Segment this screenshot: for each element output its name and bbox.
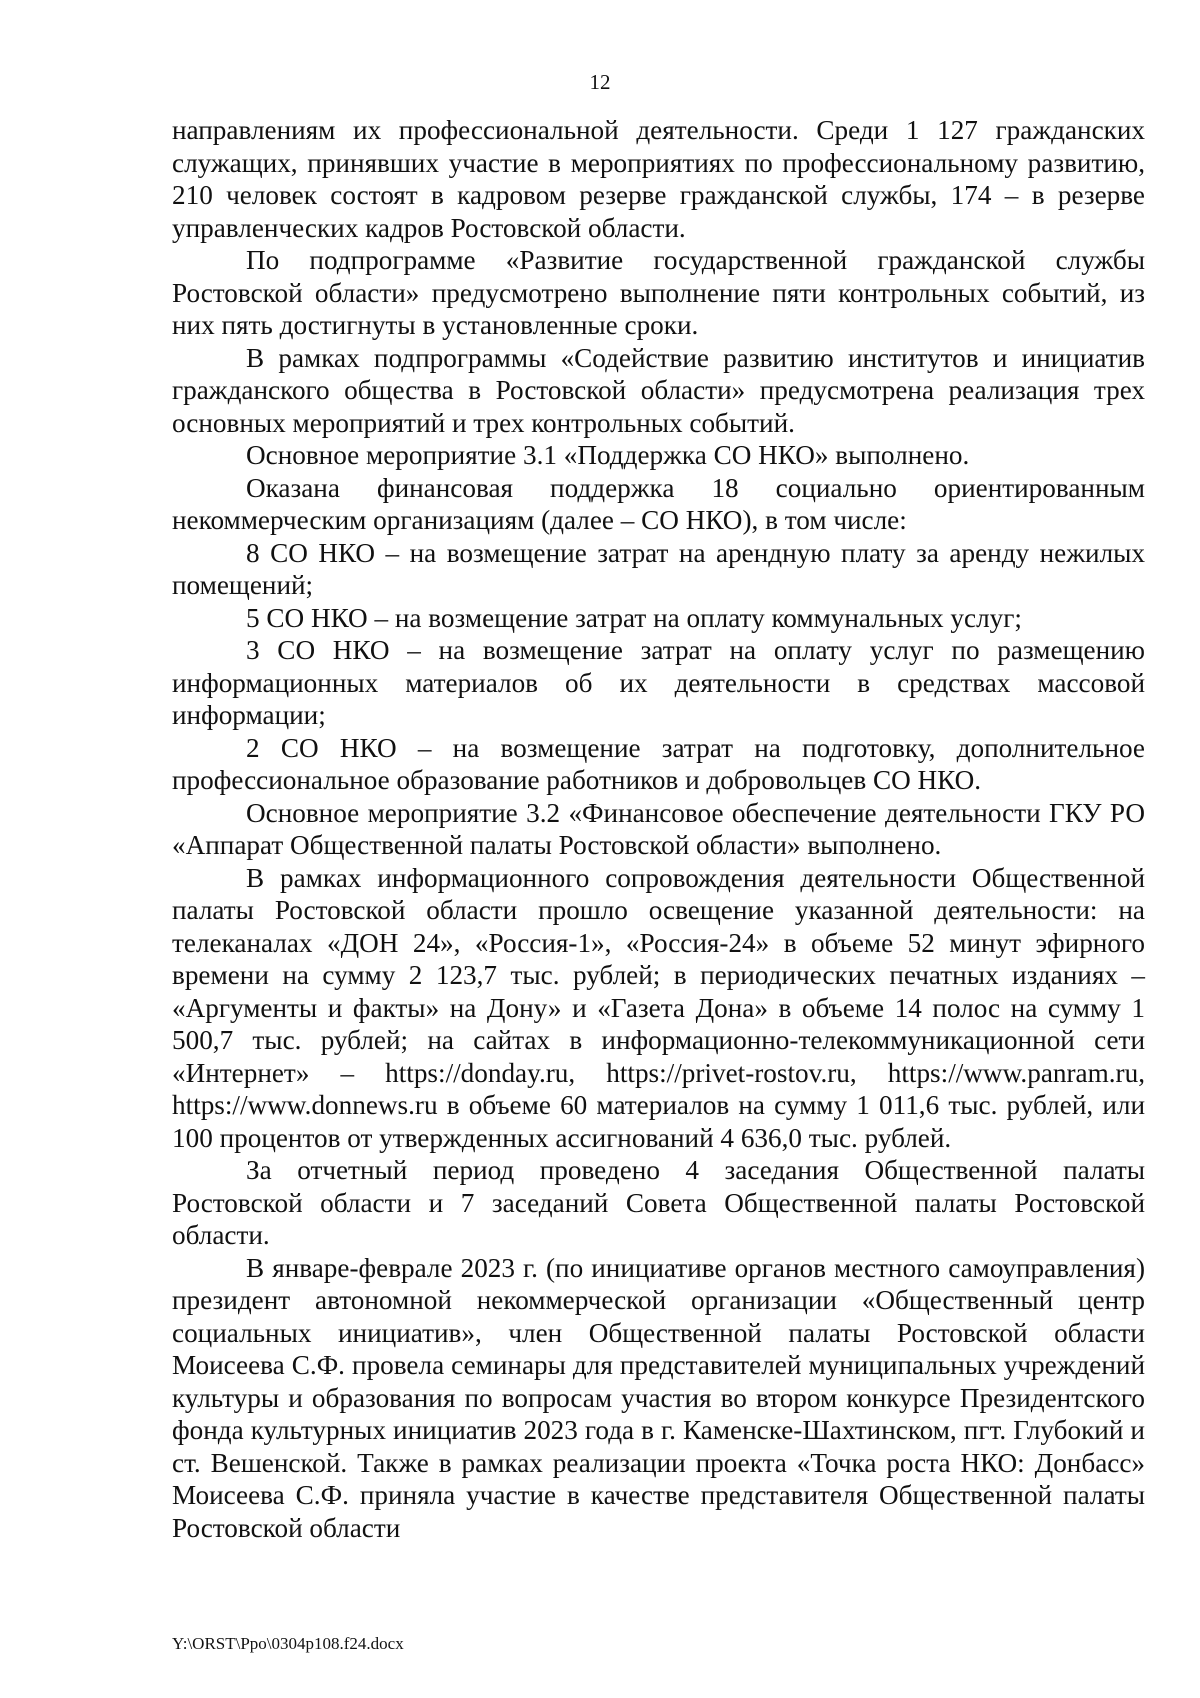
paragraph: направлениям их профессиональной деятельности. Среди 1 127 гражданских служащих, принявших участие в мероприятиях по профессиональному развитию, 210 человек состоят в кадровом резерве гражданской службы, 174 – в резерве управленческих кадров Ростовской области.: [172, 115, 1145, 243]
paragraph: 8 СО НКО – на возмещение затрат на арендную плату за аренду нежилых помещений;: [172, 537, 1145, 600]
paragraph: В рамках подпрограммы «Содействие развитию институтов и инициатив гражданского общества в Ростовской области» предусмотрена реализация трех основных мероприятий и трех контрольных событий.: [172, 342, 1145, 438]
paragraph: Основное мероприятие 3.2 «Финансовое обеспечение деятельности ГКУ РО «Аппарат Общественной палаты Ростовской области» выполнено.: [172, 797, 1145, 860]
paragraph: 3 СО НКО – на возмещение затрат на оплату услуг по размещению информационных материалов об их деятельности в средствах массовой информации;: [172, 635, 1145, 730]
paragraph: 2 СО НКО – на возмещение затрат на подготовку, дополнительное профессиональное образование работников и добровольцев СО НКО.: [172, 732, 1145, 795]
paragraph: Основное мероприятие 3.1 «Поддержка СО НКО» выполнено.: [246, 440, 970, 470]
page-number: 12: [589, 70, 611, 94]
paragraph: В рамках информационного сопровождения деятельности Общественной палаты Ростовской области прошло освещение указанной деятельности: на телеканалах «ДОН 24», «Россия-1», «Россия-24» в объеме 52 минут эфирного времени на сумму 2 123,7 тыс. рублей; в периодических печатных изданиях – «Аргументы и факты» на Дону» и «Газета Дона» в объеме 14 полос на сумму 1 500,7 тыс. рублей; на сайтах в информационно-телекоммуникационной сети «Интернет» – https://donday.ru, https://privet-rostov.ru, https://www.panram.ru, https://www.donnews.ru в объеме 60 материалов на сумму 1 011,6 тыс. рублей, или 100 процентов от утвержденных ассигнований 4 636,0 тыс. рублей.: [172, 862, 1145, 1153]
paragraph: 5 СО НКО – на возмещение затрат на оплату коммунальных услуг;: [246, 602, 1022, 633]
paragraph: Оказана финансовая поддержка 18 социально ориентированным некоммерческим организациям (далее – СО НКО), в том числе:: [172, 472, 1145, 535]
paragraph: По подпрограмме «Развитие государственной гражданской службы Ростовской области» предусмотрено выполнение пяти контрольных событий, из них пять достигнуты в установленные сроки.: [172, 245, 1145, 340]
footer-file-path: Y:\ORST\Ppo\0304p108.f24.docx: [172, 1634, 404, 1653]
paragraph: За отчетный период проведено 4 заседания Общественной палаты Ростовской области и 7 заседаний Совета Общественной палаты Ростовской области.: [172, 1155, 1145, 1250]
document-body: [172, 114, 1145, 1544]
paragraph: В январе-феврале 2023 г. (по инициативе органов местного самоуправления) президент автономной некоммерческой организации «Общественный центр социальных инициатив», член Общественной палаты Ростовской области Моисеева С.Ф. провела семинары для представителей муниципальных учреждений культуры и образования по вопросам участия во втором конкурсе Президентского фонда культурных инициатив 2023 года в г. Каменске-Шахтинском, пгт. Глубокий и ст. Вешенской. Также в рамках реализации проекта «Точка роста НКО: Донбасс» Моисеева С.Ф. приняла участие в качестве представителя Общественной палаты Ростовской области: [172, 1252, 1145, 1543]
